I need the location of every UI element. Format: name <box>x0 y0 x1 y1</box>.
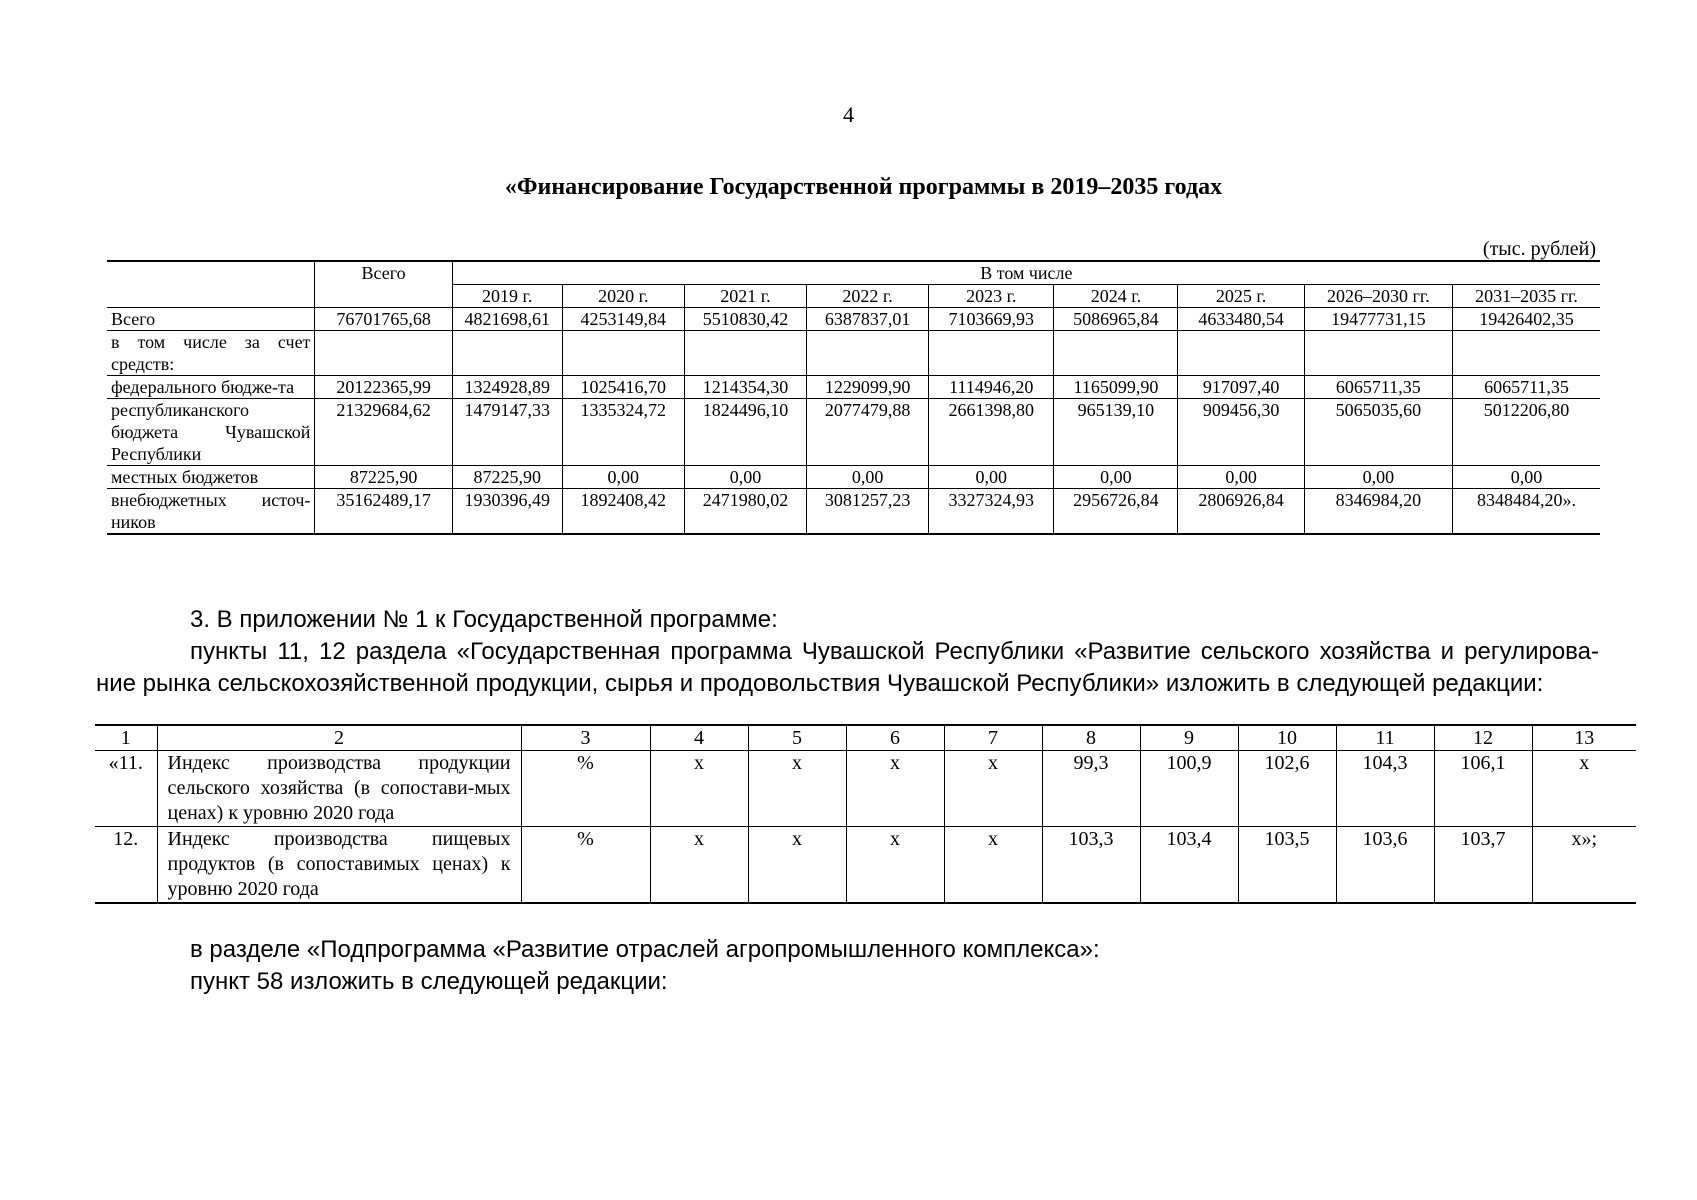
table-cell: 0,00 <box>1054 466 1178 489</box>
paragraph-line: пункты 11, 12 раздела «Государственная программа Чувашской Республики «Развитие сельского хозяйства и регулирова- <box>190 638 1599 665</box>
table-cell: 0,00 <box>562 466 684 489</box>
row-label: республиканского бюджета Чувашской Республики <box>107 399 315 466</box>
table-cell: х <box>846 827 944 904</box>
table-cell: х <box>650 751 748 827</box>
table-cell: 1114946,20 <box>929 376 1054 399</box>
table-cell: 3327324,93 <box>929 489 1054 535</box>
header-year: 2020 г. <box>562 285 684 308</box>
table-cell: 8346984,20 <box>1304 489 1452 535</box>
table-row <box>95 827 1636 904</box>
table-cell: 0,00 <box>1178 466 1304 489</box>
table-cell: % <box>521 751 650 827</box>
table-cell: 6387837,01 <box>807 308 929 331</box>
table-cell: х <box>846 751 944 827</box>
table-cell <box>315 331 452 376</box>
table-cell: 7103669,93 <box>929 308 1054 331</box>
table-cell: 909456,30 <box>1178 399 1304 466</box>
column-header: 11 <box>1336 725 1434 751</box>
table-cell: 35162489,17 <box>315 489 452 535</box>
header-year: 2019 г. <box>452 285 562 308</box>
table-cell: 917097,40 <box>1178 376 1304 399</box>
column-header: 3 <box>521 725 650 751</box>
column-header: 10 <box>1238 725 1336 751</box>
column-header: 13 <box>1532 725 1636 751</box>
table-cell: х <box>748 827 846 904</box>
indicator-name: Индекс производства продукции сельского хозяйства (в сопостави-мых ценах) к уровню 2020 года <box>157 751 521 827</box>
row-label: внебюджетных источ-ников <box>107 489 315 535</box>
table-cell: 106,1 <box>1434 751 1532 827</box>
table-row <box>107 466 1600 489</box>
paragraph-items-11-12 <box>96 636 1599 700</box>
table-cell <box>1054 331 1178 376</box>
table-cell <box>562 331 684 376</box>
page-number: 4 <box>843 102 854 127</box>
table-cell: 21329684,62 <box>315 399 452 466</box>
row-label: федерального бюдже-та <box>107 376 315 399</box>
table-cell: 100,9 <box>1140 751 1238 827</box>
paragraph-line: ние рынка сельскохозяйственной продукции, сырья и продовольствия Чувашской Республики» изложить в следующей редакции: <box>96 670 1544 697</box>
table-cell: 0,00 <box>807 466 929 489</box>
table-cell: 5065035,60 <box>1304 399 1452 466</box>
column-header: 6 <box>846 725 944 751</box>
table-cell: 2661398,80 <box>929 399 1054 466</box>
row-number: 12. <box>95 827 157 904</box>
header-year: 2026–2030 гг. <box>1304 285 1452 308</box>
table-cell: 0,00 <box>929 466 1054 489</box>
table-row <box>95 751 1636 827</box>
table-cell: 99,3 <box>1042 751 1140 827</box>
header-empty <box>107 261 315 308</box>
table-cell: 104,3 <box>1336 751 1434 827</box>
table-cell: 2956726,84 <box>1054 489 1178 535</box>
header-year: 2025 г. <box>1178 285 1304 308</box>
paragraph-subprogram: в разделе «Подпрограмма «Развитие отраслей агропромышленного комплекса»: <box>190 936 1100 963</box>
table-cell: 2471980,02 <box>684 489 806 535</box>
table-cell: 5510830,42 <box>684 308 806 331</box>
table-cell <box>1304 331 1452 376</box>
row-label: местных бюджетов <box>107 466 315 489</box>
table-cell: 20122365,99 <box>315 376 452 399</box>
table-cell: 1214354,30 <box>684 376 806 399</box>
table-cell <box>684 331 806 376</box>
table-cell: 1324928,89 <box>452 376 562 399</box>
header-total: Всего <box>315 261 452 308</box>
table-cell <box>1453 331 1600 376</box>
column-header: 5 <box>748 725 846 751</box>
table-cell: 1229099,90 <box>807 376 929 399</box>
table-cell <box>929 331 1054 376</box>
table-cell: 2077479,88 <box>807 399 929 466</box>
row-label: Всего <box>107 308 315 331</box>
table-row <box>107 489 1600 535</box>
table-cell: х <box>748 751 846 827</box>
financing-table <box>107 260 1600 535</box>
table-cell: 1025416,70 <box>562 376 684 399</box>
header-year: 2024 г. <box>1054 285 1178 308</box>
table-cell: 2806926,84 <box>1178 489 1304 535</box>
indicators-table <box>95 724 1636 904</box>
table-cell: 4821698,61 <box>452 308 562 331</box>
table-cell: 965139,10 <box>1054 399 1178 466</box>
header-year: 2021 г. <box>684 285 806 308</box>
table-cell: 0,00 <box>1453 466 1600 489</box>
table-cell: 4633480,54 <box>1178 308 1304 331</box>
column-header: 7 <box>944 725 1042 751</box>
column-header: 4 <box>650 725 748 751</box>
table-cell: 1165099,90 <box>1054 376 1178 399</box>
header-group: В том числе <box>452 261 1600 285</box>
table-cell: 103,5 <box>1238 827 1336 904</box>
table-cell: 1892408,42 <box>562 489 684 535</box>
header-year: 2023 г. <box>929 285 1054 308</box>
table-cell: 103,3 <box>1042 827 1140 904</box>
table-cell: 8348484,20». <box>1453 489 1600 535</box>
table-cell: 3081257,23 <box>807 489 929 535</box>
table-cell <box>807 331 929 376</box>
table-cell: х <box>1532 751 1636 827</box>
table-cell <box>452 331 562 376</box>
column-header: 8 <box>1042 725 1140 751</box>
table-cell: 5086965,84 <box>1054 308 1178 331</box>
table-cell: 0,00 <box>684 466 806 489</box>
table-cell: 1930396,49 <box>452 489 562 535</box>
column-header: 1 <box>95 725 157 751</box>
table-cell: х»; <box>1532 827 1636 904</box>
header-year: 2022 г. <box>807 285 929 308</box>
column-header: 9 <box>1140 725 1238 751</box>
paragraph-item-58: пункт 58 изложить в следующей редакции: <box>190 968 668 995</box>
table-cell: 103,4 <box>1140 827 1238 904</box>
table-cell: 87225,90 <box>452 466 562 489</box>
table-cell: 1824496,10 <box>684 399 806 466</box>
table-cell: 6065711,35 <box>1304 376 1452 399</box>
table-row <box>107 376 1600 399</box>
paragraph-item-3: 3. В приложении № 1 к Государственной программе: <box>190 606 778 633</box>
table-cell: х <box>944 827 1042 904</box>
units-note: (тыс. рублей) <box>1482 238 1596 260</box>
table-cell: 87225,90 <box>315 466 452 489</box>
table-cell: 0,00 <box>1304 466 1452 489</box>
table-cell: 103,6 <box>1336 827 1434 904</box>
table-cell: х <box>650 827 748 904</box>
table-cell: % <box>521 827 650 904</box>
table-cell <box>1178 331 1304 376</box>
table-cell: 1335324,72 <box>562 399 684 466</box>
table-row <box>107 399 1600 466</box>
table-cell: 5012206,80 <box>1453 399 1600 466</box>
header-year: 2031–2035 гг. <box>1453 285 1600 308</box>
table-cell: 19426402,35 <box>1453 308 1600 331</box>
document-title: «Финансирование Государственной программы в 2019–2035 годах <box>504 174 1223 200</box>
row-number: «11. <box>95 751 157 827</box>
table-cell: 102,6 <box>1238 751 1336 827</box>
table-cell: 19477731,15 <box>1304 308 1452 331</box>
table-cell: 6065711,35 <box>1453 376 1600 399</box>
row-label: в том числе за счет средств: <box>107 331 315 376</box>
table-cell: 76701765,68 <box>315 308 452 331</box>
table-row <box>107 331 1600 376</box>
table-cell: 4253149,84 <box>562 308 684 331</box>
table-cell: 1479147,33 <box>452 399 562 466</box>
indicator-name: Индекс производства пищевых продуктов (в сопоставимых ценах) к уровню 2020 года <box>157 827 521 904</box>
table-row <box>107 308 1600 331</box>
column-header: 2 <box>157 725 521 751</box>
table-cell: х <box>944 751 1042 827</box>
table-cell: 103,7 <box>1434 827 1532 904</box>
column-header: 12 <box>1434 725 1532 751</box>
